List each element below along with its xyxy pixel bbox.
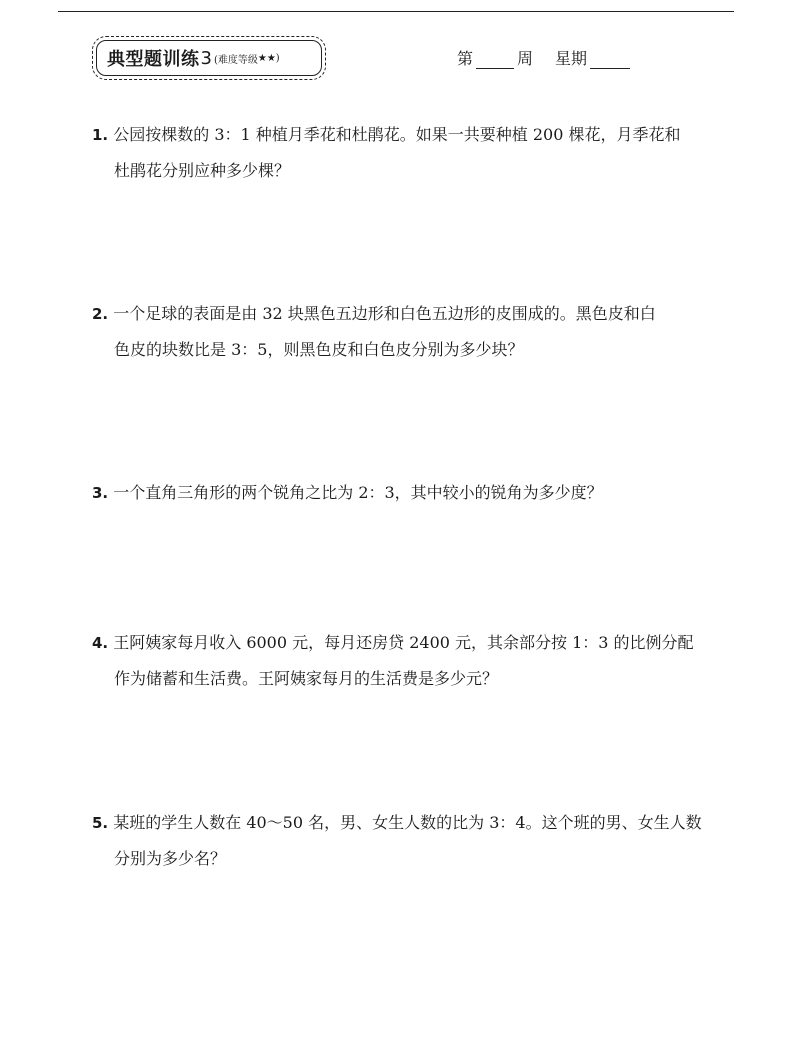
question-number: 2. [92, 305, 109, 323]
question-text-line-1: 一个足球的表面是由 32 块黑色五边形和白色五边形的皮围成的。黑色皮和白 [113, 304, 656, 323]
question-number: 1. [92, 126, 109, 144]
weekday-blank[interactable] [590, 50, 630, 69]
title-text: 典型题训练 [107, 49, 200, 70]
question-4 [92, 625, 712, 696]
question-text-line-2: 杜鹃花分别应种多少棵？ [114, 161, 291, 180]
difficulty-label: (难度等级 [213, 54, 258, 66]
question-number: 3. [92, 484, 109, 502]
question-1 [92, 117, 712, 188]
question-2 [92, 296, 712, 367]
question-text-line-1: 一个直角三角形的两个锐角之比为 2：3，其中较小的锐角为多少度？ [113, 483, 603, 502]
question-3 [92, 475, 712, 511]
question-text-line-2: 作为储蓄和生活费。王阿姨家每月的生活费是多少元？ [114, 669, 499, 688]
question-text-line-1: 王阿姨家每月收入 6000 元，每月还房贷 2400 元，其余部分按 1：3 的比例分配 [113, 633, 694, 652]
question-text-line-2: 分别为多少名？ [114, 849, 227, 868]
question-number: 4. [92, 634, 109, 652]
week-prefix: 第 [457, 49, 474, 68]
difficulty-stars: ★★) [257, 52, 280, 64]
date-fill-line [457, 46, 630, 69]
question-text-line-2: 色皮的块数比是 3：5，则黑色皮和白色皮分别为多少块？ [114, 340, 524, 359]
worksheet-title [96, 40, 322, 76]
question-text-line-1: 公园按棵数的 3：1 种植月季花和杜鹃花。如果一共要种植 200 棵花，月季花和 [113, 125, 681, 144]
title-number: 3 [200, 47, 212, 69]
weekday-label: 星期 [555, 49, 588, 68]
week-suffix: 周 [517, 49, 534, 68]
top-rule [58, 11, 734, 12]
question-5 [92, 805, 712, 876]
question-number: 5. [92, 814, 109, 832]
week-blank[interactable] [476, 50, 514, 69]
question-text-line-1: 某班的学生人数在 40～50 名，男、女生人数的比为 3：4。这个班的男、女生人数 [113, 813, 702, 832]
